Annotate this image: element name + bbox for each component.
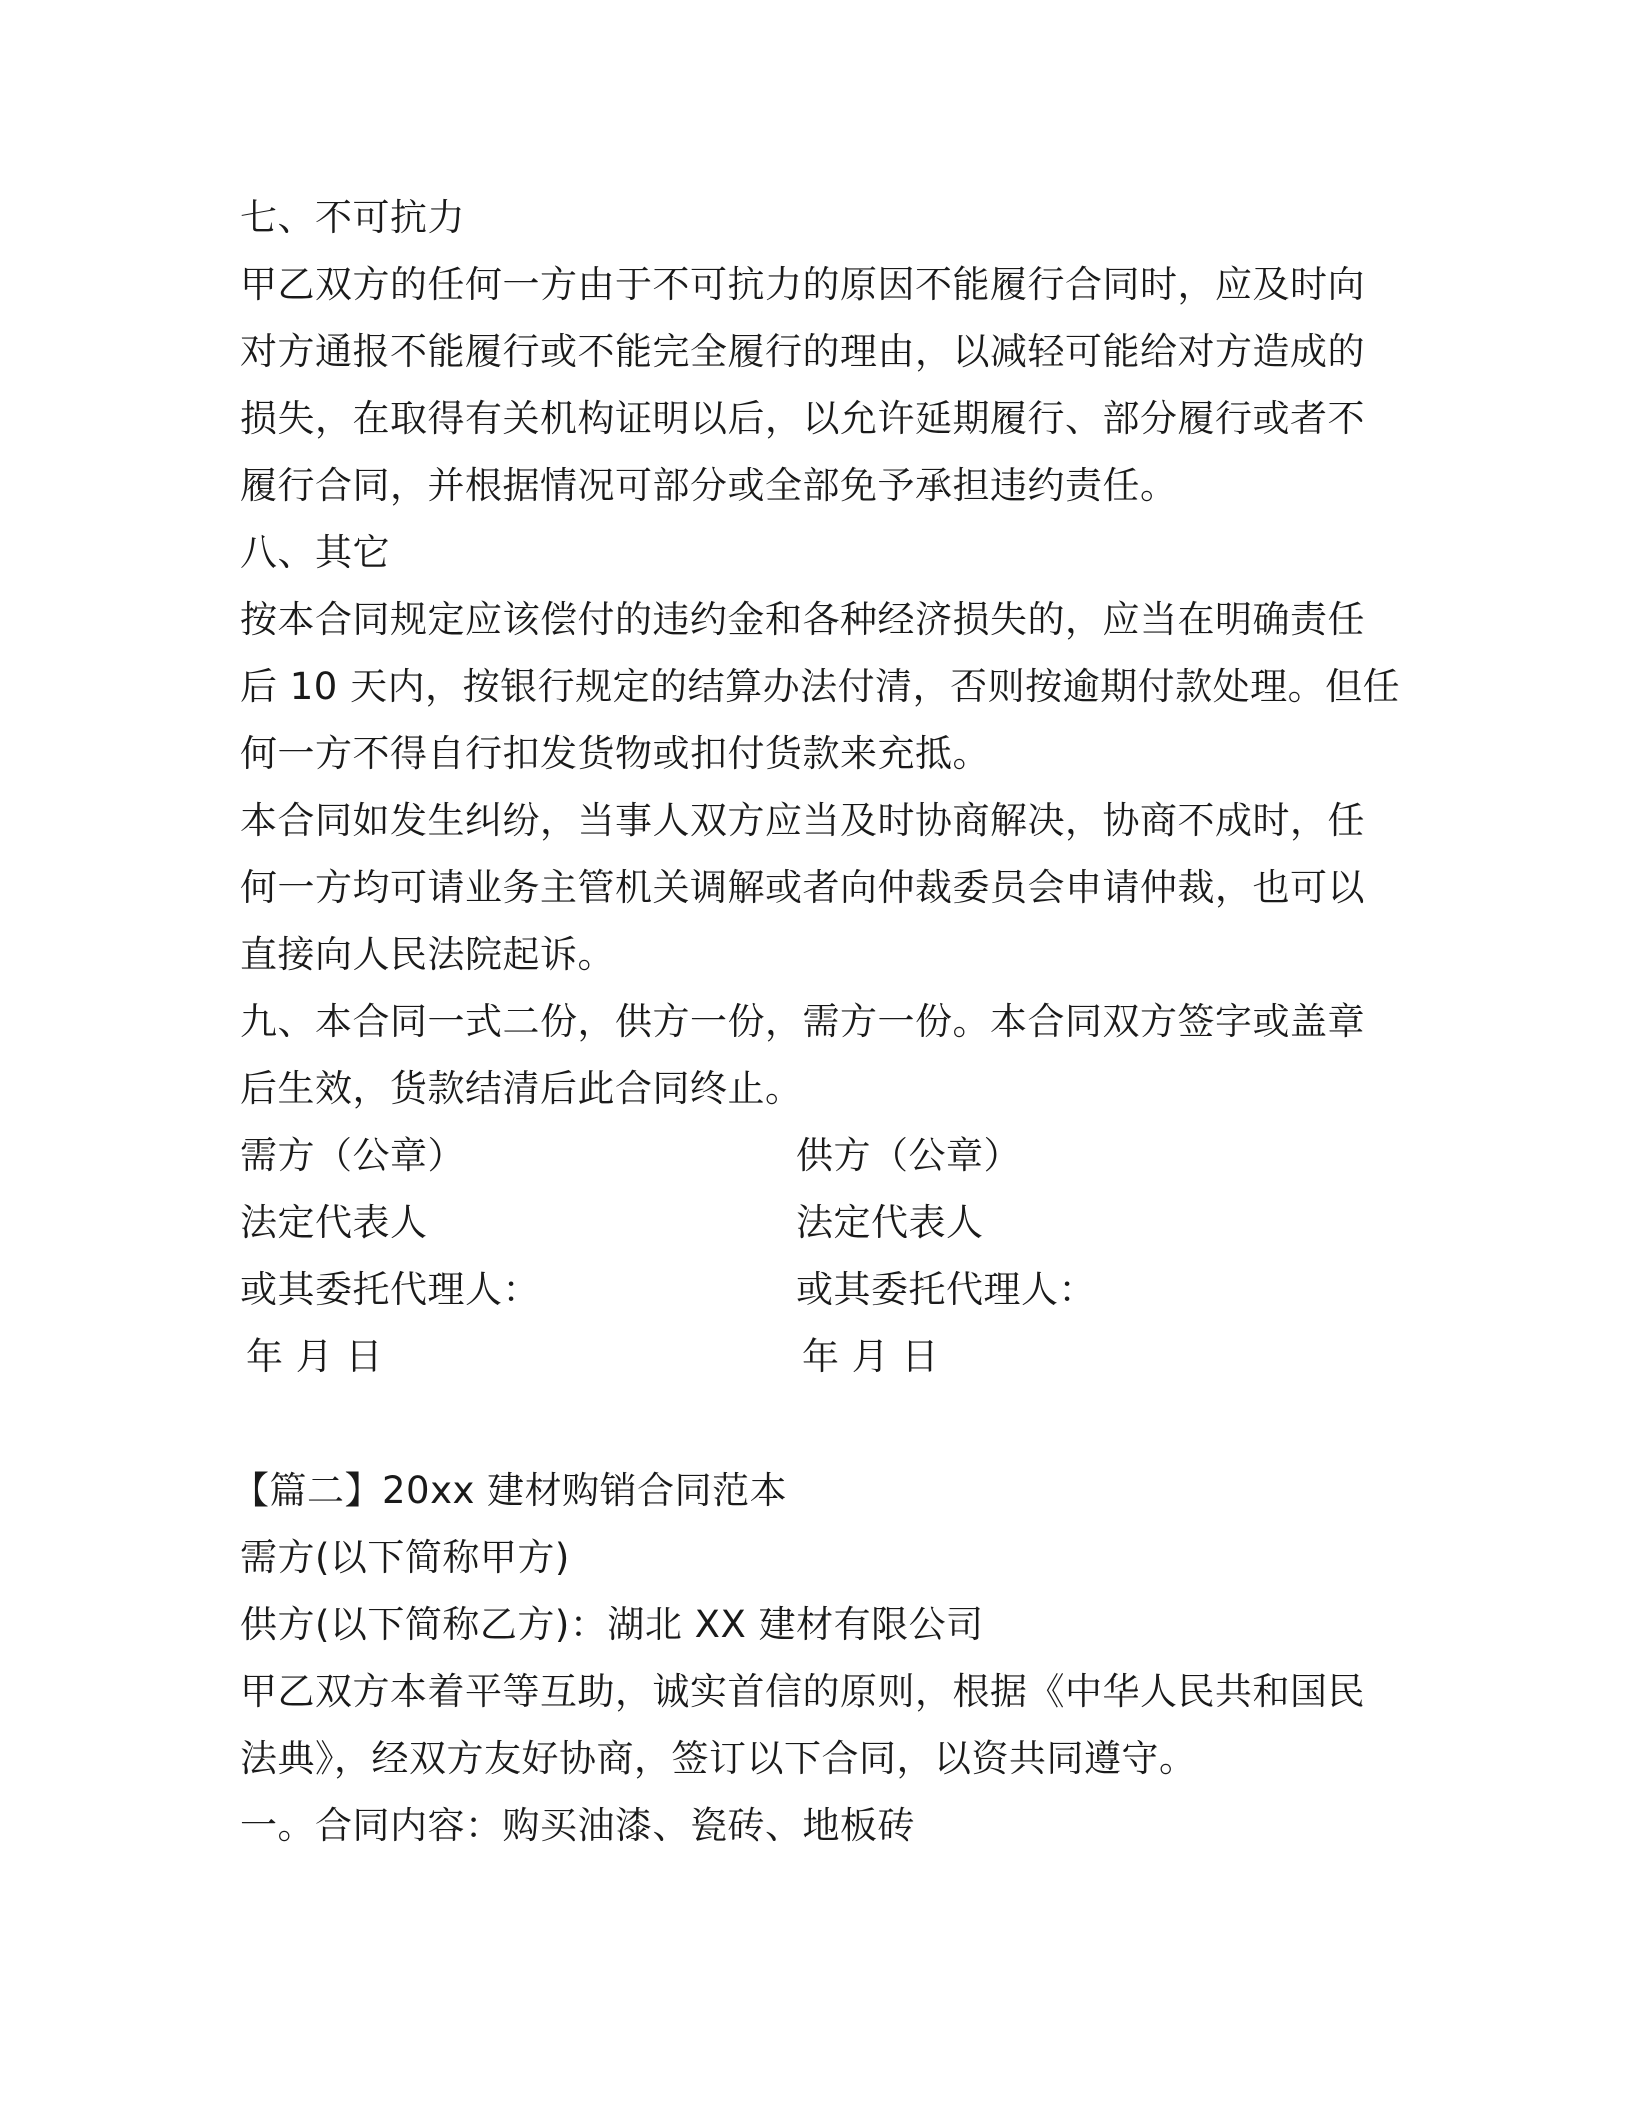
buyer-date-label: 年 月 日 [246,1335,384,1378]
supplier-rep-label: 法定代表人 [796,1201,984,1244]
supplier-agent-label: 或其委托代理人： [796,1268,1096,1311]
buyer-agent-label: 或其委托代理人： [240,1268,540,1311]
section-8-para-2-line-3: 直接向人民法院起诉。 [240,933,615,976]
buyer-rep-label: 法定代表人 [240,1201,428,1244]
section-7-heading: 七、不可抗力 [240,196,465,239]
section-7-line-3: 损失，在取得有关机构证明以后，以允许延期履行、部分履行或者不 [240,397,1365,440]
buyer-seal-label: 需方（公章） [240,1134,465,1177]
supplier-date-label: 年 月 日 [802,1335,940,1378]
section-8-heading: 八、其它 [240,531,390,574]
section-8-para-1-line-3: 何一方不得自行扣发货物或扣付货款来充抵。 [240,732,990,775]
section-8-para-2-line-1: 本合同如发生纠纷，当事人双方应当及时协商解决，协商不成时，任 [240,799,1365,842]
section-7-line-2: 对方通报不能履行或不能完全履行的理由，以减轻可能给对方造成的 [240,330,1365,373]
section-9-line-2: 后生效，货款结清后此合同终止。 [240,1067,803,1110]
section-7-line-4: 履行合同，并根据情况可部分或全部免予承担违约责任。 [240,464,1178,507]
part-2-item-1: 一。合同内容：购买油漆、瓷砖、地板砖 [240,1804,915,1847]
section-7-line-1: 甲乙双方的任何一方由于不可抗力的原因不能履行合同时，应及时向 [240,263,1365,306]
part-2-supplier: 供方(以下简称乙方)：湖北 XX 建材有限公司 [240,1603,984,1646]
section-8-para-1-line-2: 后 10 天内，按银行规定的结算办法付清，否则按逾期付款处理。但任 [240,665,1401,708]
part-2-title: 【篇二】20xx 建材购销合同范本 [232,1469,788,1512]
part-2-buyer: 需方(以下简称甲方) [240,1536,570,1579]
section-8-para-2-line-2: 何一方均可请业务主管机关调解或者向仲裁委员会申请仲裁，也可以 [240,866,1365,909]
supplier-seal-label: 供方（公章） [796,1134,1021,1177]
section-9-line-1: 九、本合同一式二份，供方一份，需方一份。本合同双方签字或盖章 [240,1000,1365,1043]
part-2-intro-line-1: 甲乙双方本着平等互助，诚实首信的原则，根据《中华人民共和国民 [240,1670,1365,1713]
part-2-intro-line-2: 法典》，经双方友好协商，签订以下合同，以资共同遵守。 [240,1737,1197,1780]
section-8-para-1-line-1: 按本合同规定应该偿付的违约金和各种经济损失的，应当在明确责任 [240,598,1365,641]
